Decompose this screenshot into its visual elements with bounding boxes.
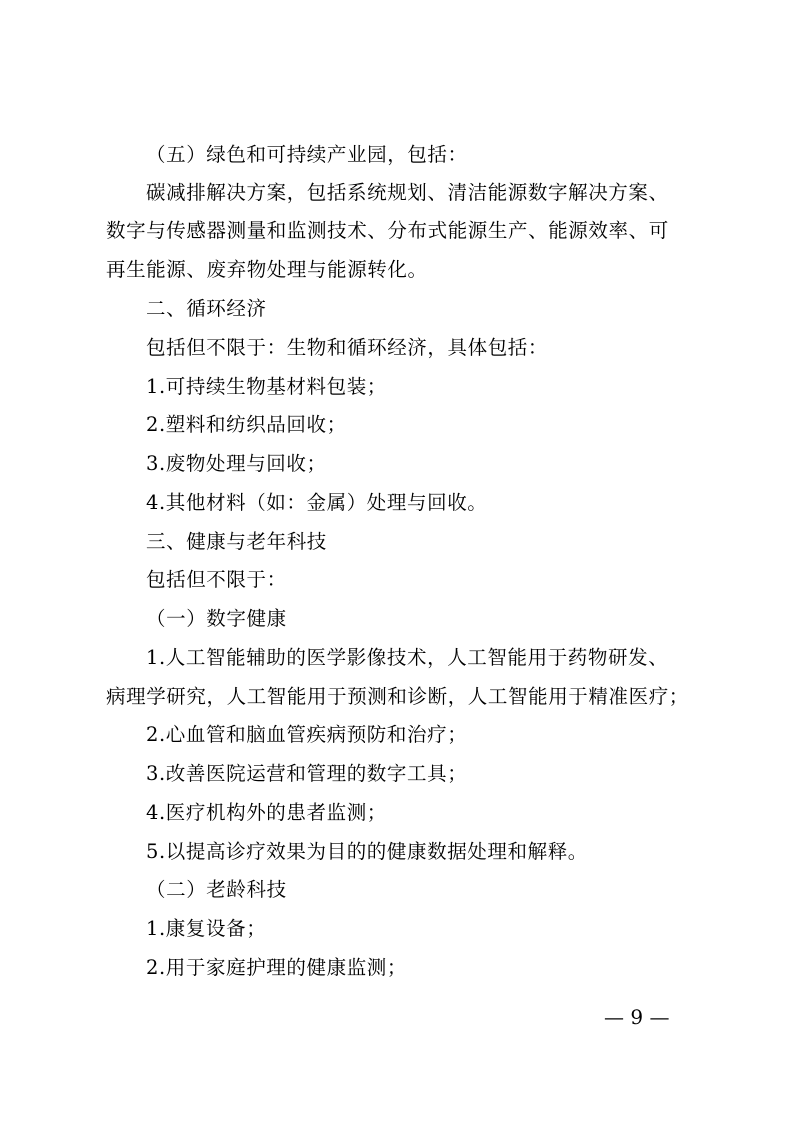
list-item: 3.废物处理与回收； xyxy=(146,452,327,475)
section-heading-circular-economy: 二、循环经济 xyxy=(146,297,267,320)
section-heading-health-aging-tech: 三、健康与老年科技 xyxy=(146,530,327,553)
subsection-heading-aging-tech: （二）老龄科技 xyxy=(146,878,287,901)
list-item: 1.康复设备； xyxy=(146,917,267,940)
list-item: 4.医疗机构外的患者监测； xyxy=(146,801,387,824)
paragraph-line: 包括但不限于：生物和循环经济，具体包括： xyxy=(146,336,549,359)
list-item: 4.其他材料（如：金属）处理与回收。 xyxy=(146,491,488,514)
page-number: — 9 — xyxy=(604,1005,670,1029)
paragraph-line: 碳减排解决方案，包括系统规划、清洁能源数字解决方案、 xyxy=(146,181,669,204)
list-item: 1.可持续生物基材料包装； xyxy=(146,375,387,398)
paragraph-line: 再生能源、废弃物处理与能源转化。 xyxy=(106,258,428,281)
list-item: 2.用于家庭护理的健康监测； xyxy=(146,956,408,979)
list-item: 5.以提高诊疗效果为目的的健康数据处理和解释。 xyxy=(146,840,588,863)
paragraph-line: 数字与传感器测量和监测技术、分布式能源生产、能源效率、可 xyxy=(106,219,669,242)
paragraph-line: 包括但不限于： xyxy=(146,568,287,591)
list-item: 2.心血管和脑血管疾病预防和治疗； xyxy=(146,723,468,746)
list-item: 1.人工智能辅助的医学影像技术，人工智能用于药物研发、 xyxy=(146,646,669,669)
list-item: 2.塑料和纺织品回收； xyxy=(146,413,347,436)
list-item-continuation: 病理学研究，人工智能用于预测和诊断，人工智能用于精准医疗； xyxy=(106,685,689,708)
subsection-heading-digital-health: （一）数字健康 xyxy=(146,607,287,630)
list-item: 3.改善医院运营和管理的数字工具； xyxy=(146,762,468,785)
section-heading-green-industrial-park: （五）绿色和可持续产业园，包括： xyxy=(146,143,468,166)
